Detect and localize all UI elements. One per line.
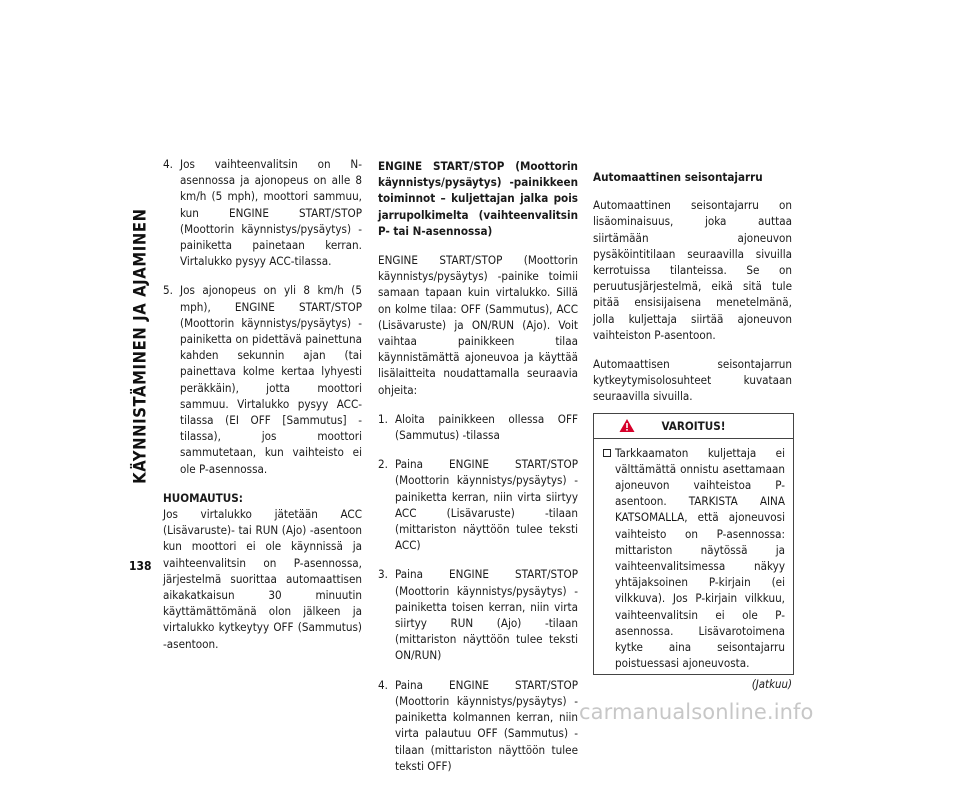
warning-box (593, 413, 794, 676)
warning-header (594, 414, 793, 439)
column-1 (163, 156, 362, 665)
warning-text: Tarkkaamaton kuljettaja ei välttämättä onnistu asettamaan ajoneuvon vaihteistoa P-asentoon. TARKISTA AINA KATSOMALLA, että ajoneuvosi vaihteisto on P-asennossa: mittariston näytössä ja vaihteenvalitsimessa näkyy yhtäjaksoinen P-kirjain (ei vilkkuva). Jos P-kirjain vilkkuu, vaihteenvalitsin ei ole P-asennossa. Lisävarotoimena kytke aina seisontajarru poistuessasi ajoneuvosta. (615, 445, 785, 671)
list-number: 4. (378, 677, 388, 692)
list-item (163, 156, 362, 269)
section-heading: Automaattinen seisontajarru (593, 170, 763, 184)
column-3 (593, 169, 792, 693)
list-number: 2. (378, 457, 388, 472)
page-number: 138 (129, 559, 152, 573)
warning-body (594, 439, 793, 675)
warning-title: VAROITUS! (661, 418, 726, 433)
list-text: Jos vaihteenvalitsin on N-asennossa ja ajonopeus on alle 8 km/h (5 mph), moottori sammuu, kun ENGINE START/STOP (Moottorin käynnistys/pysäytys) -painiketta painetaan kerran. Virtalukko pysyy ACC-tilassa. (180, 157, 362, 269)
section-heading: ENGINE START/STOP (Moottorin käynnistys/pysäytys) -painikkeen toiminnot – kuljettajan jalka pois jarrupolkimelta (vaihteenvalitsin P- tai N-asennossa) (378, 159, 578, 238)
section-title: KÄYNNISTÄMINEN JA AJAMINEN (130, 208, 150, 484)
paragraph: Automaattisen seisontajarrun kytkeytymisolosuhteet kuvataan seuraavilla sivuilla. (593, 357, 792, 404)
list-text: Paina ENGINE START/STOP (Moottorin käynnistys/pysäytys) -painiketta kolmannen kerran, niin virta palautuu OFF (Sammutus) -tilaan (mittariston näyttöön tulee teksti OFF) (395, 677, 578, 773)
list-item (163, 282, 362, 476)
list-number: 1. (378, 411, 388, 426)
list-number: 3. (378, 567, 388, 582)
note-text: Jos virtalukko jätetään ACC (Lisävaruste)- tai RUN (Ajo) -asentoon kun moottori ei ole käynnissä ja vaihteenvalitsin on P-asennossa, järjestelmä suorittaa automaattisen aikakatkaisun 30 minuutin käyttämättömänä olon jälkeen ja virtalukko kytkeytyy OFF (Sammutus) -asentoon. (163, 507, 362, 651)
list-text: Jos ajonopeus on yli 8 km/h (5 mph), ENGINE START/STOP (Moottorin käynnistys/pysäytys) -painiketta on pidettävä painettuna kahden sekunnin ajan (tai painettava kolme kertaa lyhyesti peräkkäin), jotta moottori sammuu. Virtalukko pysyy ACC-tilassa (EI OFF [Sammutus] -tilassa), jos moottori sammutetaan, kun vaihteisto ei ole P-asennossa. (180, 283, 362, 476)
section-side-tab (128, 150, 154, 542)
list-item (378, 456, 578, 553)
list-number: 5. (163, 283, 173, 298)
warning-item (602, 445, 785, 672)
continued-label: (Jatkuu) (751, 677, 792, 692)
warning-triangle-icon (619, 418, 635, 433)
list-text: Paina ENGINE START/STOP (Moottorin käynnistys/pysäytys) -painiketta toisen kerran, niin virta siirtyy RUN (Ajo) -tilaan (mittariston näyttöön tulee teksti ON/RUN) (395, 567, 578, 663)
column-2 (378, 158, 578, 787)
paragraph: Automaattinen seisontajarru on lisäominaisuus, joka auttaa siirtämään ajoneuvon pysäköintitilaan seuraavilla sivuilla kerrotuissa tilanteissa. Se on peruutusjärjestelmä, eikä sitä tule pitää ensisijaisena menetelmänä, jolla kuljettaja siirtää ajoneuvon vaihteiston P-asentoon. (593, 198, 792, 342)
intro-paragraph: ENGINE START/STOP (Moottorin käynnistys/pysäytys) -painike toimii samaan tapaan kuin virtalukko. Sillä on kolme tilaa: OFF (Sammutus), ACC (Lisävaruste) ja ON/RUN (Ajo). Voit vaihtaa painikkeen tilaa käynnistämättä ajoneuvoa ja käyttää lisälaitteita noudattamalla seuraavia ohjeita: (378, 253, 578, 397)
list-number: 4. (163, 157, 173, 171)
list-item (378, 566, 578, 663)
list-text: Paina ENGINE START/STOP (Moottorin käynnistys/pysäytys) -painiketta kerran, niin virta siirtyy ACC (Lisävaruste) -tilaan (mittariston näyttöön tulee teksti ACC) (395, 457, 578, 553)
note-label: HUOMAUTUS: (163, 490, 243, 505)
list-item (378, 677, 578, 774)
square-bullet-icon (603, 449, 611, 457)
watermark: carmanualsonline.info (579, 700, 814, 724)
list-item (378, 411, 578, 443)
list-text: Aloita painikkeen ollessa OFF (Sammutus) -tilassa (395, 411, 578, 443)
